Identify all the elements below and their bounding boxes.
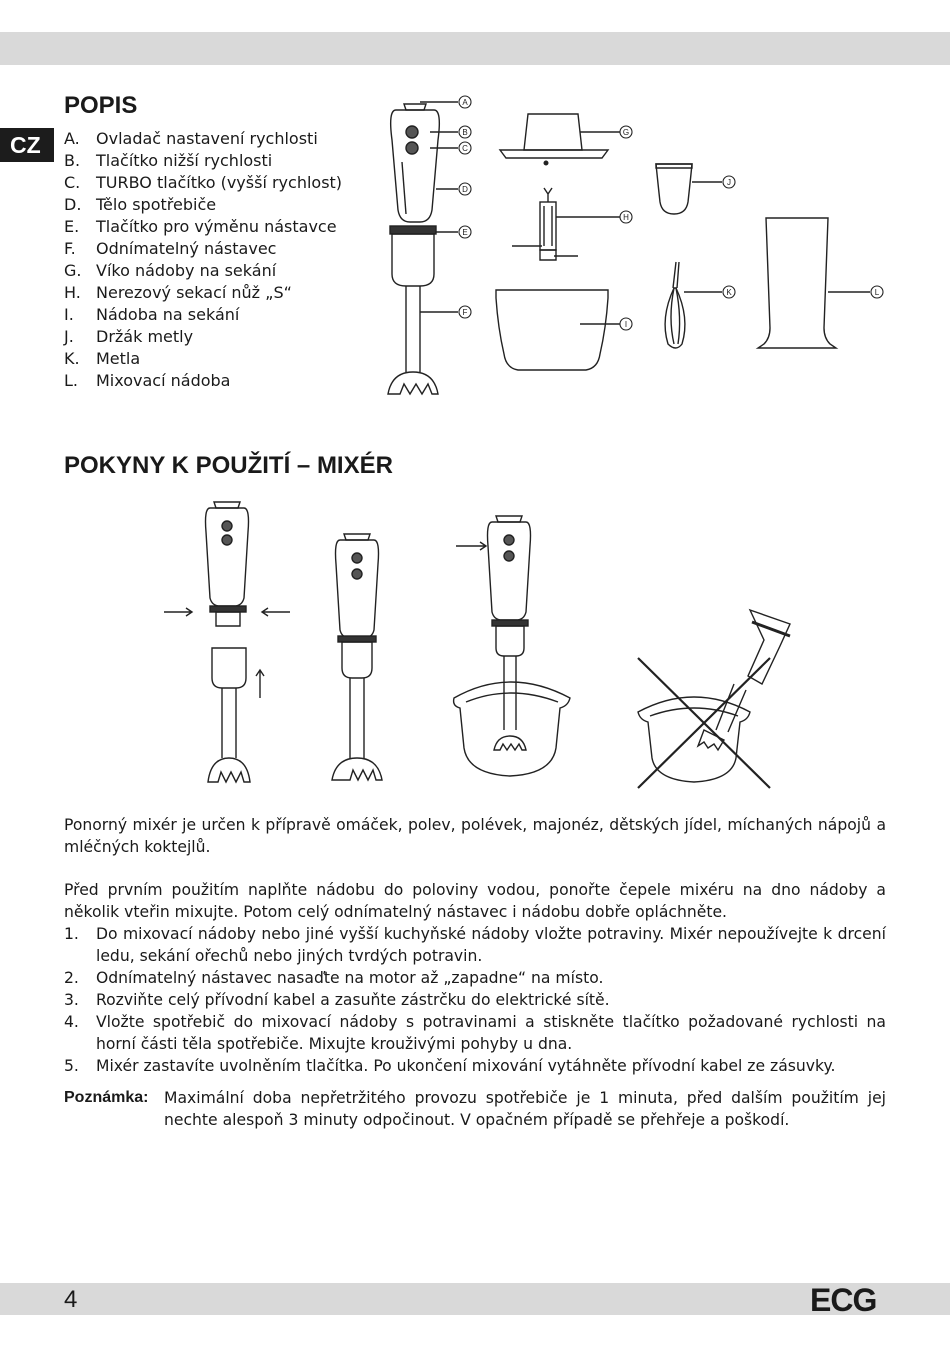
list-item: 3. Rozviňte celý přívodní kabel a zasuňte zástrčku do elektrické sítě. (64, 991, 610, 1009)
footer-band (0, 1283, 950, 1315)
parts-diagram (380, 92, 900, 412)
note-block (64, 1087, 886, 1131)
parts-list (64, 128, 364, 392)
before-use-paragraph: Před prvním použitím naplňte nádobu do poloviny vodou, ponořte čepele mixéru na dno nádoby a několik vteřin mixujte. Potom celý odnímatelný nástavec i nádobu dobře opláchněte. (64, 881, 886, 921)
part-item: E. Tlačítko pro výměnu nástavce (64, 217, 337, 236)
section-title-description: POPIS (64, 92, 138, 119)
step-assembled-illustration (332, 534, 382, 780)
step-detach-illustration (164, 502, 290, 782)
steps-list (64, 923, 886, 1077)
part-item: J. Držák metly (64, 327, 194, 346)
part-item: A. Ovladač nastavení rychlosti (64, 129, 318, 148)
part-item: L. Mixovací nádoba (64, 371, 231, 390)
mixing-beaker-illustration (758, 218, 836, 348)
part-item: G. Víko nádoby na sekání (64, 261, 277, 280)
usage-steps-illustration (150, 498, 800, 793)
callout-e-label: E (462, 228, 468, 237)
chopper-bowl-illustration (496, 290, 608, 370)
callout-c-label: C (462, 144, 468, 153)
whisk-illustration (665, 262, 685, 348)
part-item: H. Nerezový sekací nůž „S“ (64, 283, 292, 302)
whisk-holder-illustration (656, 164, 692, 214)
list-item: 2. Odnímatelný nástavec nasaďte na motor až „zapadne“ na místo. (64, 969, 604, 987)
intro-paragraph: Ponorný mixér je určen k přípravě omáček, polev, polévek, majonéz, dětských jídel, míchaných nápojů a mléčných koktejlů. (64, 816, 886, 856)
list-item: 5. Mixér zastavíte uvolněním tlačítka. Po ukončení mixování vytáhněte přívodní kabel ze zásuvky. (64, 1057, 836, 1075)
chopper-lid-illustration (500, 114, 608, 165)
callout-l-label: L (874, 288, 880, 297)
callout-i-label: I (624, 320, 628, 329)
part-item: B. Tlačítko nižší rychlosti (64, 151, 273, 170)
part-item: I. Nádoba na sekání (64, 305, 240, 324)
callout-g-label: G (622, 128, 630, 137)
section-title-instructions: POKYNY K POUŽITÍ – MIXÉR (64, 452, 393, 479)
callout-f-label: F (462, 308, 468, 317)
list-item: 1. Do mixovací nádoby nebo jiné vyšší kuchyňské nádoby vložte potraviny. Mixér nepoužívejte k drcení ledu, sekání ořechů nebo jiných tvrdých potravin. (64, 925, 886, 965)
callout-b-label: B (462, 128, 468, 137)
part-item: C. TURBO tlačítko (vyšší rychlost) (64, 173, 343, 192)
callout-k-label: K (726, 288, 732, 297)
chopper-blade-illustration (512, 188, 578, 260)
callout-a-label: A (462, 98, 468, 107)
brand-logo: ECG (810, 1282, 877, 1318)
note-label: Poznámka: (64, 1089, 149, 1106)
page-number: 4 (64, 1286, 78, 1313)
step-wrong-usage-illustration (638, 610, 790, 788)
list-item: 4. Vložte spotřebič do mixovací nádoby s potravinami a stiskněte tlačítko požadované rychlosti na horní části těla spotřebiče. Mixujte krouživými pohyby u dna. (64, 1013, 886, 1053)
callout-j-label: J (727, 178, 731, 187)
callout-d-label: D (462, 185, 468, 194)
header-band (0, 32, 950, 65)
language-tab: CZ (0, 128, 54, 162)
note-text: Maximální doba nepřetržitého provozu spotřebiče je 1 minuta, před dalším použitím jej nechte alespoň 3 minuty odpočinout. V opačném případě se přehřeje a poškodí. (164, 1089, 886, 1129)
part-item: K. Metla (64, 349, 141, 368)
step-in-bowl-illustration (454, 516, 570, 776)
part-item: D. Tělo spotřebiče (64, 195, 217, 214)
part-item: F. Odnímatelný nástavec (64, 239, 277, 258)
callout-h-label: H (623, 213, 629, 222)
